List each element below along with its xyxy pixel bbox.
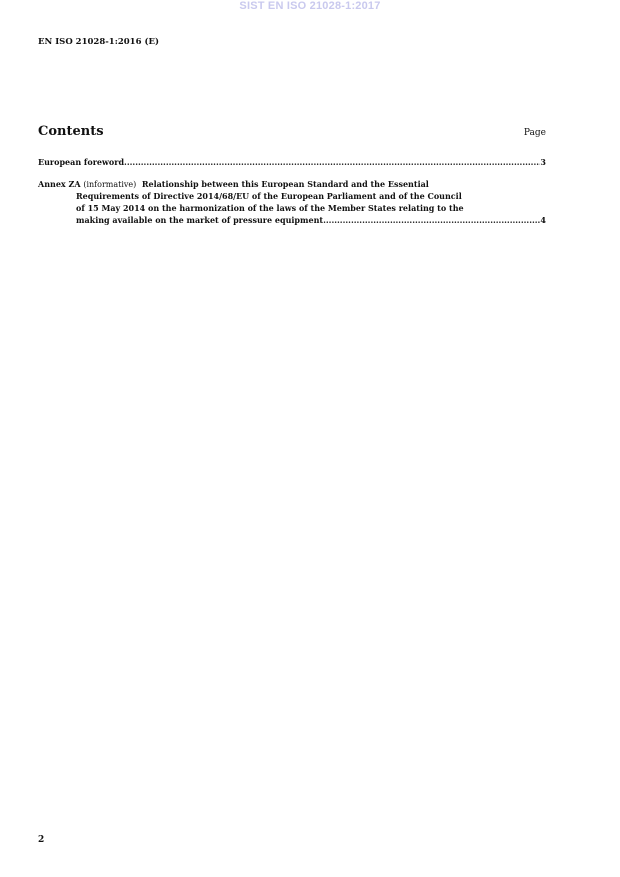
annex-prefix: Annex ZA: [38, 179, 81, 189]
watermark: SIST EN ISO 21028-1:2017: [239, 0, 381, 12]
annex-title-line: Requirements of Directive 2014/68/EU of the European Parliament and of the Council: [76, 191, 462, 201]
dot-leader: [323, 214, 540, 226]
page-column-label: Page: [523, 128, 546, 138]
page-number: 2: [38, 835, 45, 845]
document-header: EN ISO 21028-1:2016 (E): [38, 37, 159, 47]
annex-qualifier: (informative): [83, 180, 137, 189]
toc-entry-title: European foreword: [38, 157, 125, 167]
toc-entry-european-foreword[interactable]: [38, 156, 546, 168]
annex-title-line: of 15 May 2014 on the harmonization of the laws of the Member States relating to the: [76, 203, 464, 213]
annex-title-line: making available on the market of pressure equipment: [76, 215, 324, 225]
annex-title-line: Relationship between this European Standard and the Essential: [141, 179, 429, 189]
contents-title: Contents: [38, 124, 104, 139]
toc-entry-page: 3: [540, 157, 546, 167]
annex-last-line: [76, 214, 546, 226]
toc-entry-page: 4: [540, 215, 546, 225]
dot-leader: [124, 156, 540, 168]
